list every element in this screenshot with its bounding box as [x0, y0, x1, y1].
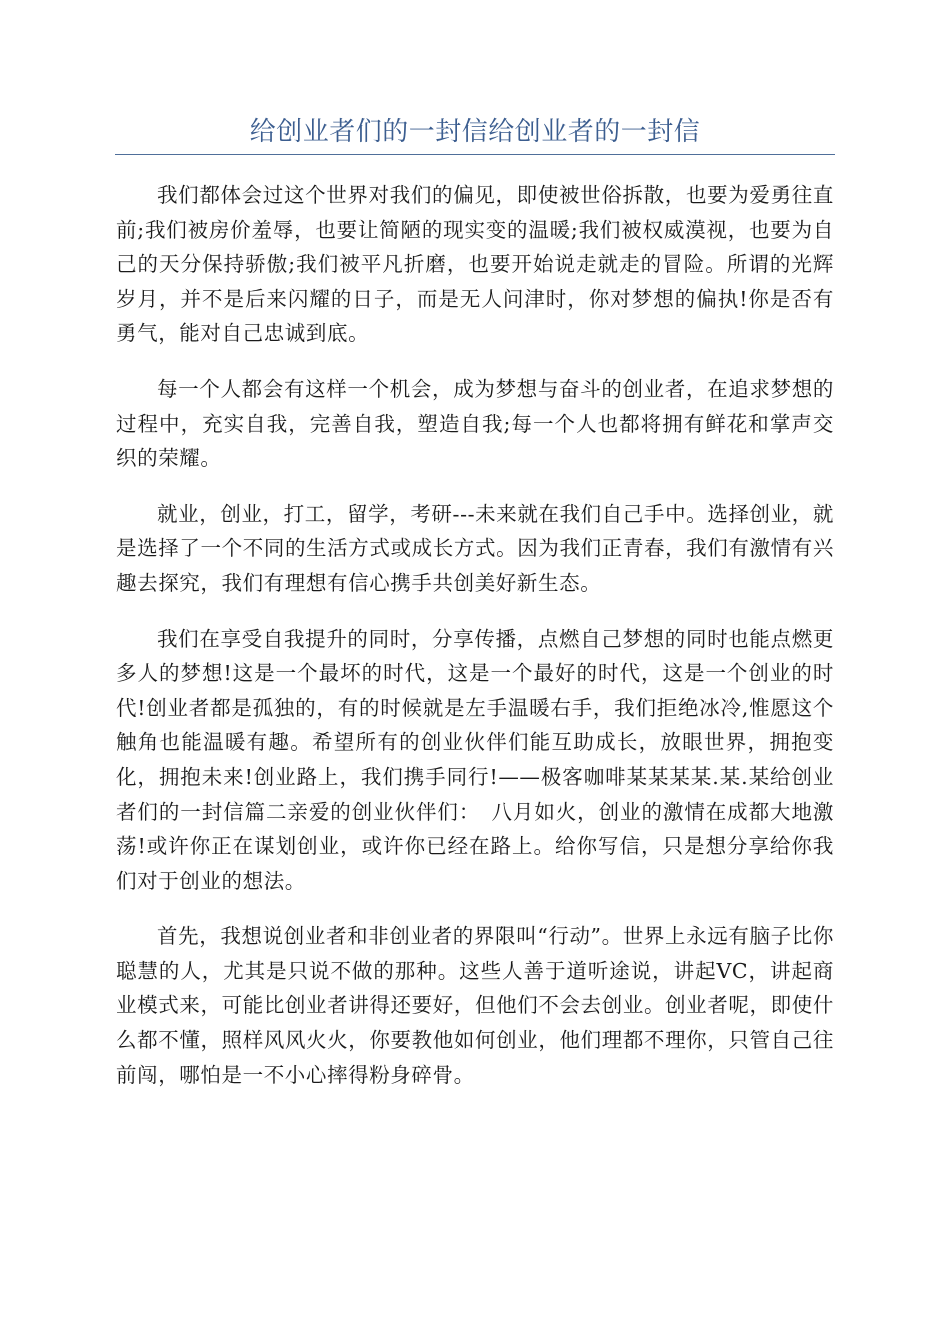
paragraph-4: 我们在享受自我提升的同时，分享传播，点燃自己梦想的同时也能点燃更多人的梦想!这是一个最坏的时代，这是一个最好的时代，这是一个创业的时代!创业者都是孤独的，有的时候就是左手温暖右手，我们拒绝冰冷,惟愿这个触角也能温暖有趣。希望所有的创业伙伴们能互助成长，放眼世界，拥抱变化，拥抱未来!创业路上，我们携手同行!——极客咖啡某某某某.某.某给创业者们的一封信篇二亲爱的创业伙伴们： 八月如火，创业的激情在成都大地激荡!或许你正在谋划创业，或许你已经在路上。给你写信，只是想分享给你我们对于创业的想法。 — [116, 626, 834, 893]
paragraph-3: 就业，创业，打工，留学，考研---未来就在我们自己手中。选择创业，就是选择了一个不同的生活方式或成长方式。因为我们正青春，我们有激情有兴趣去探究，我们有理想有信心携手共创美好新生态。 — [116, 501, 834, 595]
document-body — [116, 178, 834, 1113]
paragraph-2: 每一个人都会有这样一个机会，成为梦想与奋斗的创业者，在追求梦想的过程中，充实自我，完善自我，塑造自我;每一个人也都将拥有鲜花和掌声交织的荣耀。 — [116, 376, 834, 471]
document-title: 给创业者们的一封信给创业者的一封信 — [115, 112, 835, 155]
paragraph-5: 首先，我想说创业者和非创业者的界限叫“行动”。世界上永远有脑子比你聪慧的人，尤其是只说不做的那种。这些人善于道听途说，讲起VC，讲起商业模式来，可能比创业者讲得还要好，但他们不会去创业。创业者呢，即使什么都不懂，照样风风火火，你要教他如何创业，他们理都不理你，只管自己往前闯，哪怕是一不小心摔得粉身碎骨。 — [116, 924, 834, 1087]
paragraph-1: 我们都体会过这个世界对我们的偏见，即使被世俗拆散，也要为爱勇往直前;我们被房价羞辱，也要让简陋的现实变的温暖;我们被权威漠视，也要为自己的天分保持骄傲;我们被平凡折磨，也要开始说走就走的冒险。所谓的光辉岁月，并不是后来闪耀的日子，而是无人问津时，你对梦想的偏执!你是否有勇气，能对自己忠诚到底。 — [116, 183, 834, 346]
